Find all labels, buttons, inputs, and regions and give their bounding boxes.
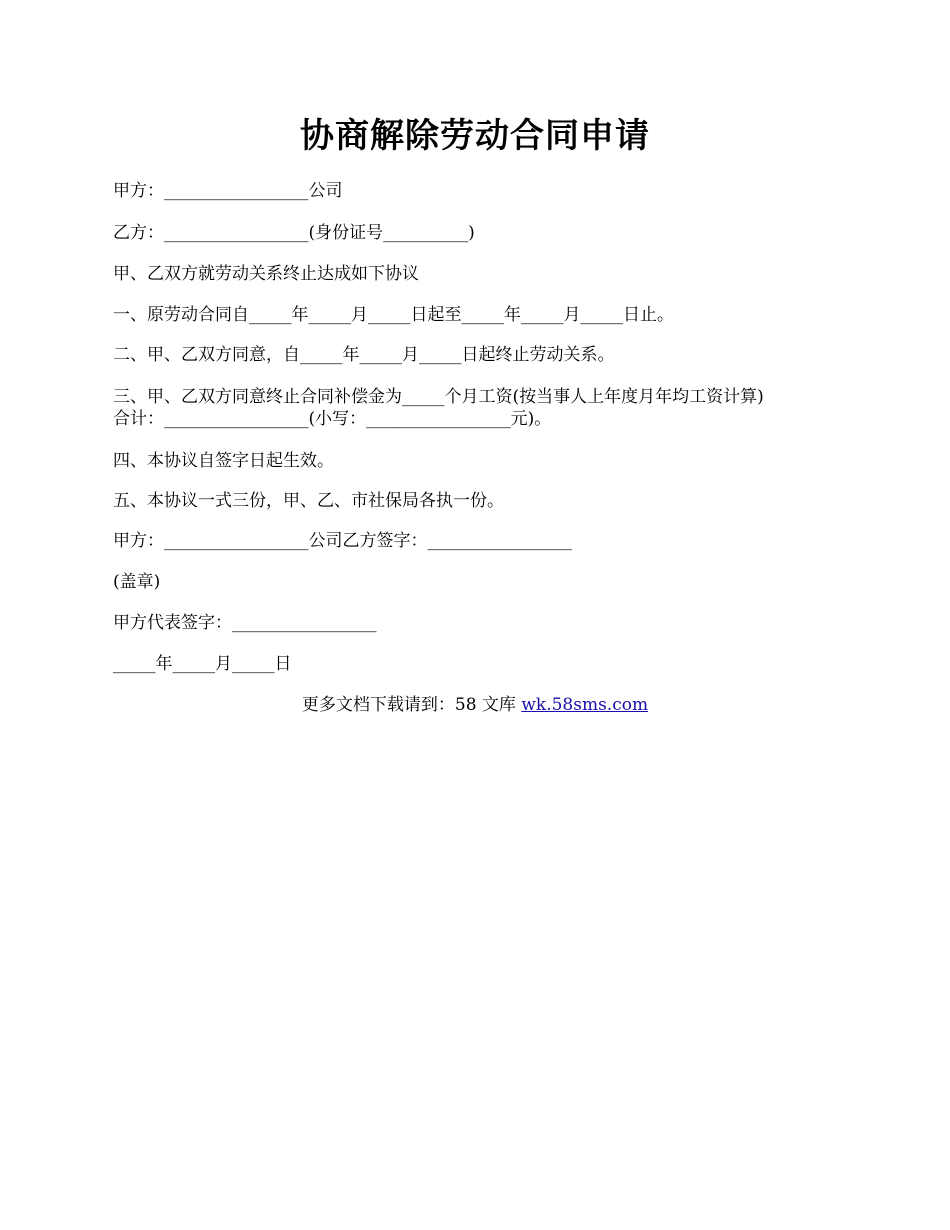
footer-link[interactable]: wk.58sms.com — [521, 695, 649, 715]
seal-label: (盖章) — [113, 572, 161, 592]
clause-3-line-2: 合计：_________________(小写：_________________元)。 — [113, 409, 552, 429]
clause-1: 一、原劳动合同自_____年_____月_____日起至_____年_____月_____日止。 — [113, 305, 674, 325]
clause-5: 五、本协议一式三份，甲、乙、市社保局各执一份。 — [113, 491, 504, 511]
clause-4: 四、本协议自签字日起生效。 — [113, 451, 334, 471]
party-b-line: 乙方：_________________(身份证号__________) — [113, 223, 475, 243]
footer — [0, 694, 950, 716]
representative-signature: 甲方代表签字：_________________ — [113, 613, 377, 633]
footer-text: 更多文档下载请到：58 文库 — [301, 695, 522, 715]
document-title: 协商解除劳动合同申请 — [300, 116, 650, 156]
clause-2: 二、甲、乙双方同意，自_____年_____月_____日起终止劳动关系。 — [113, 345, 615, 365]
agreement-intro: 甲、乙双方就劳动关系终止达成如下协议 — [113, 264, 419, 284]
clause-3-line-1: 三、甲、乙双方同意终止合同补偿金为_____个月工资(按当事人上年度月年均工资计算) — [113, 387, 764, 407]
party-a-line: 甲方：_________________公司 — [113, 181, 343, 201]
signature-line: 甲方：_________________公司乙方签字：_________________ — [113, 531, 572, 551]
date-line: _____年_____月_____日 — [113, 654, 292, 674]
